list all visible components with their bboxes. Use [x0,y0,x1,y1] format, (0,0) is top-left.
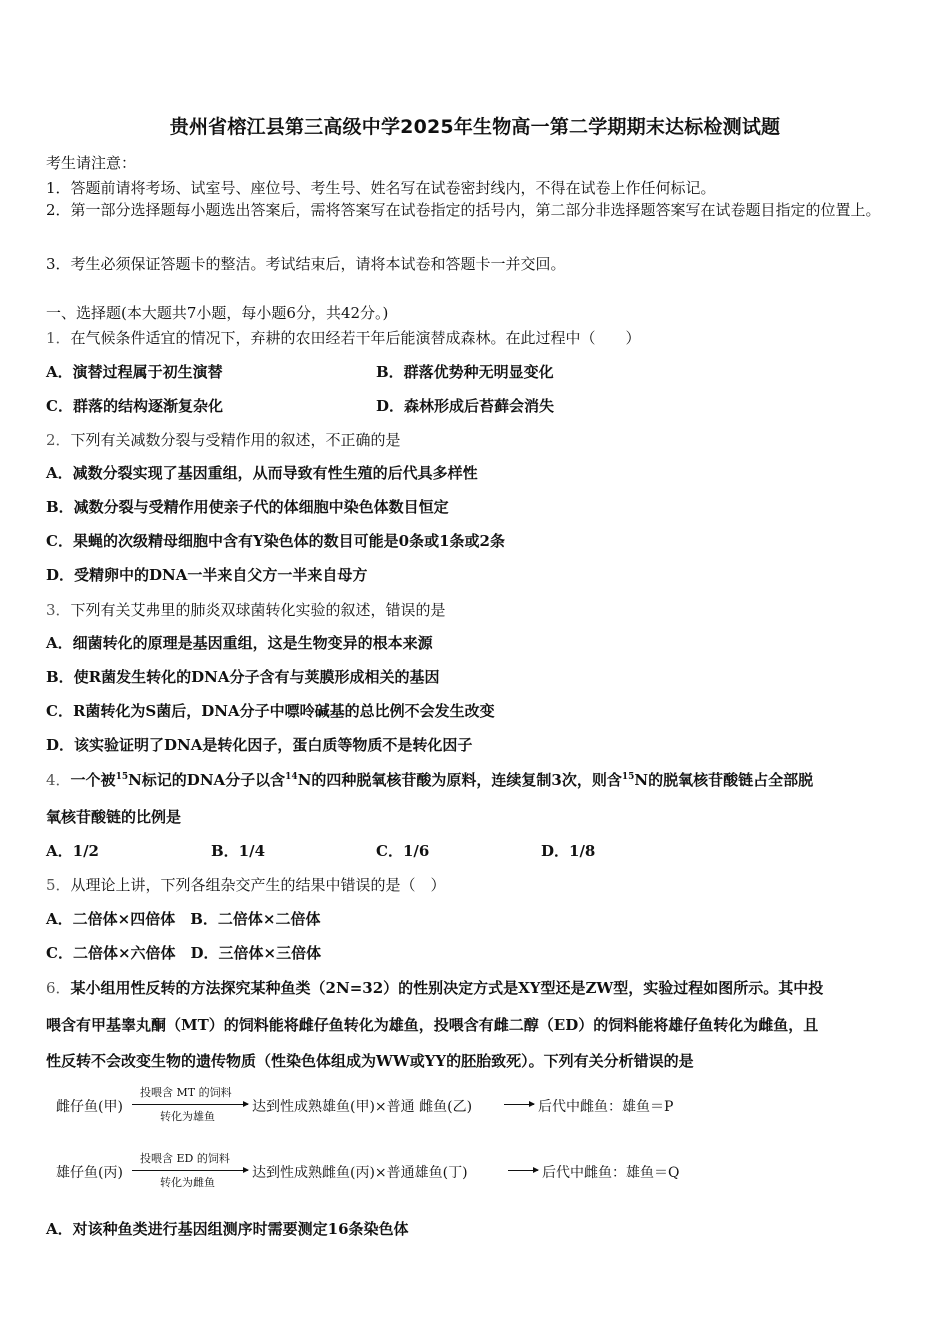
flow-2-middle: 达到性成熟雌鱼(丙)×普通雄鱼(丁) [252,1165,468,1181]
question-5-stem [46,874,446,895]
notice-heading: 考生请注意： [46,154,137,172]
question-3-text: 下列有关艾弗里的肺炎双球菌转化实验的叙述，错误的是 [70,601,446,619]
question-2-option-b: B．减数分裂与受精作用使亲子代的体细胞中染色体数目恒定 [46,498,449,516]
question-6-stem-line1 [46,977,823,998]
question-1-option-a: A．演替过程属于初生演替 [46,363,223,381]
flow-1-start: 雌仔鱼(甲) [56,1099,123,1115]
question-5-options-cd: C．二倍体×六倍体 D．三倍体×三倍体 [46,944,322,962]
question-4-stem [46,769,813,790]
isotope-15-superscript-2: 15 [621,772,635,782]
question-1-text: 在气候条件适宜的情况下，弃耕的农田经若干年后能演替成森林。在此过程中（ ） [70,329,641,347]
question-4-option-c: C．1/6 [376,842,430,860]
isotope-15-superscript: 15 [115,772,129,782]
flow-2-below-arrow: 转化为雌鱼 [160,1176,215,1189]
flow-2-above-arrow: 投喂含 ED 的饲料 [140,1152,230,1165]
flow-1-arrow-2-icon [504,1104,534,1105]
question-4-text-4: N的脱氧核苷酸链占全部脱 [634,771,814,789]
question-3-option-d: D．该实验证明了DNA是转化因子，蛋白质等物质不是转化因子 [46,736,473,754]
question-4-option-a: A．1/2 [46,842,99,860]
flow-2-start: 雄仔鱼(丙) [56,1165,123,1181]
question-4-text-3: N的四种脱氧核苷酸为原料，连续复制3次，则含 [297,771,622,789]
question-6-number: 6． [46,979,71,997]
flow-2-arrow-2-icon [508,1170,538,1171]
question-2-stem [46,429,401,450]
question-2-text: 下列有关减数分裂与受精作用的叙述，不正确的是 [70,431,401,449]
question-6-stem-line3: 性反转不会改变生物的遗传物质（性染色体组成为WW或YY的胚胎致死）。下列有关分析错误的是 [46,1052,694,1070]
question-6-stem-line2: 喂含有甲基睾丸酮（MT）的饲料能将雌仔鱼转化为雄鱼，投喂含有雌二醇（ED）的饲料能将雄仔鱼转化为雌鱼，且 [46,1016,819,1034]
flow-1-above-arrow: 投喂含 MT 的饲料 [140,1086,232,1099]
notice-item-2: 2．第一部分选择题每小题选出答案后，需将答案写在试卷指定的括号内，第二部分非选择题答案写在试卷题目指定的位置上。 [46,201,881,219]
question-4-text-2: N标记的DNA分子以含 [128,771,286,789]
question-5-options-ab: A．二倍体×四倍体 B．二倍体×二倍体 [46,910,321,928]
question-5-number: 5． [46,876,71,894]
question-1-number: 1． [46,329,71,347]
flow-2-arrow-icon [132,1170,248,1171]
question-4-stem-line2: 氧核苷酸链的比例是 [46,808,182,826]
page-title: 贵州省榕江县第三高级中学2025年生物高一第二学期期末达标检测试题 [169,116,781,138]
question-2-number: 2． [46,431,71,449]
question-5-text: 从理论上讲，下列各组杂交产生的结果中错误的是（ ） [70,876,446,894]
notice-item-1: 1．答题前请将考场、试室号、座位号、考生号、姓名写在试卷密封线内，不得在试卷上作任何标记。 [46,179,716,197]
flow-diagram-2 [56,1150,756,1190]
question-1-option-c: C．群落的结构逐渐复杂化 [46,397,223,415]
notice-item-3: 3．考生必须保证答题卡的整洁。考试结束后，请将本试卷和答题卡一并交回。 [46,255,566,273]
question-4-text-1: 一个被 [70,771,116,789]
question-1-option-b: B．群落优势种无明显变化 [376,363,554,381]
flow-1-end: 后代中雌鱼：雄鱼＝P [538,1099,674,1115]
question-1-option-d: D．森林形成后苔藓会消失 [376,397,555,415]
flow-diagram-1 [56,1084,756,1124]
question-2-option-c: C．果蝇的次级精母细胞中含有Y染色体的数目可能是0条或1条或2条 [46,532,505,550]
question-6-text-1: 某小组用性反转的方法探究某种鱼类（2N=32）的性别决定方式是XY型还是ZW型，实验过程如图所示。其中投 [70,979,824,997]
question-6-option-a: A．对该种鱼类进行基因组测序时需要测定16条染色体 [46,1220,409,1238]
flow-1-arrow-icon [132,1104,248,1105]
question-3-stem [46,599,446,620]
question-3-option-a: A．细菌转化的原理是基因重组，这是生物变异的根本来源 [46,634,433,652]
section-heading: 一、选择题(本大题共7小题，每小题6分，共42分。) [46,304,389,322]
question-1-stem [46,327,641,348]
question-2-option-d: D．受精卵中的DNA一半来自父方一半来自母方 [46,566,368,584]
question-3-number: 3． [46,601,71,619]
question-3-option-c: C．R菌转化为S菌后，DNA分子中嘌呤碱基的总比例不会发生改变 [46,702,495,720]
question-4-number: 4． [46,771,71,789]
question-4-option-b: B．1/4 [211,842,266,860]
flow-1-middle: 达到性成熟雄鱼(甲)×普通 雌鱼(乙) [252,1099,473,1115]
question-4-option-d: D．1/8 [541,842,596,860]
flow-2-end: 后代中雌鱼：雄鱼＝Q [542,1165,680,1181]
question-2-option-a: A．减数分裂实现了基因重组，从而导致有性生殖的后代具多样性 [46,464,478,482]
flow-1-below-arrow: 转化为雄鱼 [160,1110,215,1123]
question-3-option-b: B．使R菌发生转化的DNA分子含有与荚膜形成相关的基因 [46,668,440,686]
isotope-14-superscript: 14 [285,772,298,782]
